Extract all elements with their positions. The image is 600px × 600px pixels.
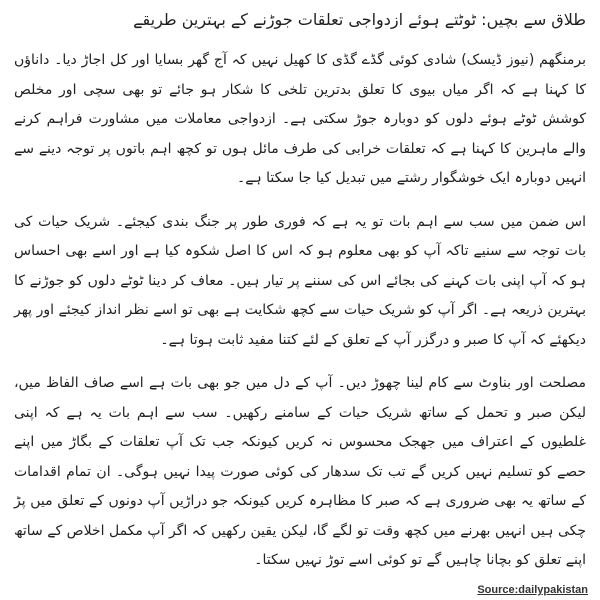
article-paragraph: مصلحت اور بناوٹ سے کام لینا چھوڑ دیں۔ آپ کے دل میں جو بھی بات ہے اسے صاف الفاظ میں، لیکن صبر و تحمل کے ساتھ شریک حیات کے سامنے رکھیں۔ سب سے اہم بات یہ ہے کہ اپنی غلطیوں کے اعتراف میں جھجک محسوس نہ کریں کیونکہ جب تک آپ تعلقات کے بگاڑ میں اپنے حصے کو تسلیم نہیں کریں گے تب تک سدھار کی کوئی صورت پیدا نہیں ہوگی۔ ان تمام اقدامات کے ساتھ یہ بھی ضروری ہے کہ صبر کا مظاہرہ کریں کیونکہ جو دراڑیں آپ دونوں کے تعلق میں پڑ چکی ہیں انہیں بھرنے میں کچھ وقت تو لگے گا، لیکن یقین رکھیں کہ اگر آپ مکمل اخلاص کے ساتھ اپنے تعلق کو بچانا چاہیں گے تو کوئی اسے توڑ نہیں سکتا۔ xyxy=(14,375,586,568)
article-paragraph: برمنگھم (نیوز ڈیسک) شادی کوئی گڈے گڈی کا کھیل نہیں کہ آج گھر بسایا اور کل اجاڑ دیا۔ داناؤں کا کہنا ہے کہ اگر میاں بیوی کا تعلق بدترین تلخی کا شکار ہو جائے تو بھی سچی اور مخلص کوشش ٹوٹے ہوئے دلوں کو دوبارہ جوڑ سکتی ہے۔ ازدواجی معاملات میں مشاورت فراہم کرنے والے ماہرین کا کہنا ہے کہ تعلقات خرابی کی طرف مائل ہوں تو کچھ اہم باتوں پر توجہ دینے سے انہیں دوبارہ ایک خوشگوار رشتے میں تبدیل کیا جا سکتا ہے۔ xyxy=(14,52,586,186)
article-title: طلاق سے بچیں: ٹوٹتے ہوئے ازدواجی تعلقات جوڑنے کے بہترین طریقے xyxy=(133,10,586,29)
article-paragraph: اس ضمن میں سب سے اہم بات تو یہ ہے کہ فوری طور پر جنگ بندی کیجئے۔ شریک حیات کی بات توجہ سے سنیے تاکہ آپ کو بھی معلوم ہو کہ اس کا اصل شکوہ کیا ہے اور اسے بھی احساس ہو کہ آپ اپنی بات کہنے کی بجائے اس کی سننے پر تیار ہیں۔ معاف کر دینا ٹوٹے دلوں کو جوڑنے کا بہترین ذریعہ ہے۔ اگر آپ کو شریک حیات سے کچھ شکایت ہے بھی تو اسے نظر انداز کیجئے اور پھر دیکھئے کہ آپ کا صبر و درگزر آپ کے تعلق کے لئے کتنا مفید ثابت ہوتا ہے۔ xyxy=(14,213,586,348)
source-credit: Source:dailypakistan xyxy=(477,584,588,596)
